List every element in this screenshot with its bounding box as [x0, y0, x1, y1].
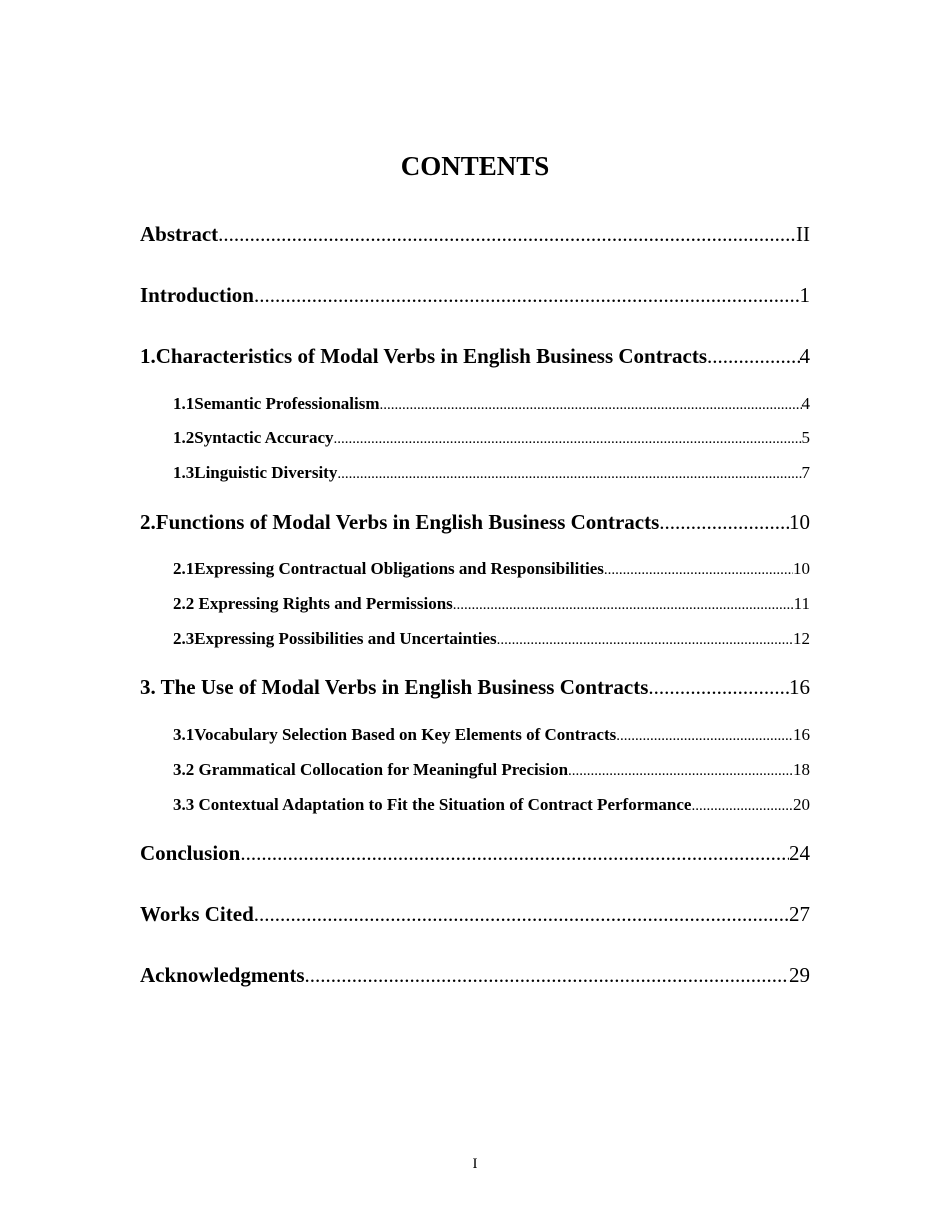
toc-entry-section-2-1[interactable] [173, 558, 810, 581]
dot-leader [334, 428, 802, 450]
dot-leader [497, 629, 793, 651]
toc-entry-page: 1 [799, 283, 810, 307]
dot-leader [568, 760, 793, 782]
toc-entry-section-1-2[interactable] [173, 427, 810, 450]
toc-entry-label: Abstract [140, 222, 219, 246]
toc-entry-acknowledgments[interactable] [140, 962, 810, 988]
toc-entry-chapter-2[interactable] [140, 509, 810, 535]
toc-entry-introduction[interactable] [140, 282, 810, 308]
toc-entry-label: 1.2Syntactic Accuracy [173, 428, 334, 447]
toc-entry-label: 1.Characteristics of Modal Verbs in English Business Contracts [140, 344, 708, 368]
toc-entry-label: 3.1Vocabulary Selection Based on Key Elements of Contracts [173, 725, 617, 744]
toc-entry-page: 12 [793, 629, 810, 648]
dot-leader [305, 962, 789, 988]
toc-entry-page: II [796, 222, 810, 246]
dot-leader [218, 221, 796, 247]
dot-leader [240, 840, 789, 866]
toc-entry-chapter-1[interactable] [140, 343, 810, 369]
toc-entry-section-1-3[interactable] [173, 462, 810, 485]
toc-entry-label: 1.1Semantic Professionalism [173, 394, 380, 413]
dot-leader [616, 725, 793, 747]
toc-entry-label: 2.3Expressing Possibilities and Uncertainties [173, 629, 497, 648]
dot-leader [380, 394, 802, 416]
toc-entry-page: 27 [789, 902, 810, 926]
toc-entry-page: 18 [793, 760, 810, 779]
dot-leader [453, 594, 794, 616]
toc-entry-label: 3.3 Contextual Adaptation to Fit the Situation of Contract Performance [173, 795, 692, 814]
toc-entry-label: Acknowledgments [140, 963, 305, 987]
toc-entry-works-cited[interactable] [140, 901, 810, 927]
toc-entry-label: Introduction [140, 283, 254, 307]
toc-entry-page: 10 [789, 510, 810, 534]
dot-leader [337, 463, 801, 485]
toc-entry-chapter-3[interactable] [140, 674, 810, 700]
toc-entry-section-3-1[interactable] [173, 724, 810, 747]
toc-entry-page: 16 [789, 675, 810, 699]
toc-entry-label: Works Cited [140, 902, 254, 926]
toc-entry-page: 29 [789, 963, 810, 987]
toc-entry-label: 3.2 Grammatical Collocation for Meaningful Precision [173, 760, 569, 779]
dot-leader [254, 282, 800, 308]
dot-leader [254, 901, 789, 927]
page-title: CONTENTS [400, 151, 550, 181]
toc-entry-section-3-3[interactable] [173, 794, 810, 817]
page-number: I [472, 1156, 478, 1172]
toc-entry-label: 2.1Expressing Contractual Obligations and Responsibilities [173, 559, 604, 578]
toc-entry-page: 24 [789, 841, 810, 865]
toc-entry-page: 11 [793, 594, 810, 613]
toc-entry-page: 4 [801, 394, 810, 413]
toc-entry-conclusion[interactable] [140, 840, 810, 866]
toc-entry-page: 4 [799, 344, 810, 368]
toc-entry-label: 1.3Linguistic Diversity [173, 463, 338, 482]
dot-leader [691, 795, 793, 817]
dot-leader [648, 674, 789, 700]
toc-entry-label: 2.Functions of Modal Verbs in English Business Contracts [140, 510, 660, 534]
toc-entry-section-3-2[interactable] [173, 759, 810, 782]
toc-entry-label: Conclusion [140, 841, 241, 865]
toc-entry-section-2-2[interactable] [173, 593, 810, 616]
dot-leader [659, 509, 789, 535]
toc-entry-page: 20 [793, 795, 810, 814]
toc-entry-section-1-1[interactable] [173, 393, 810, 416]
toc-entry-page: 10 [793, 559, 810, 578]
toc-entry-page: 16 [793, 725, 810, 744]
toc-entry-section-2-3[interactable] [173, 628, 810, 651]
toc-entry-label: 2.2 Expressing Rights and Permissions [173, 594, 453, 613]
toc-entry-label: 3. The Use of Modal Verbs in English Business Contracts [140, 675, 649, 699]
toc-entry-abstract[interactable] [140, 221, 810, 247]
toc-entry-page: 5 [801, 428, 810, 447]
dot-leader [604, 559, 793, 581]
toc-entry-page: 7 [801, 463, 810, 482]
dot-leader [707, 343, 799, 369]
